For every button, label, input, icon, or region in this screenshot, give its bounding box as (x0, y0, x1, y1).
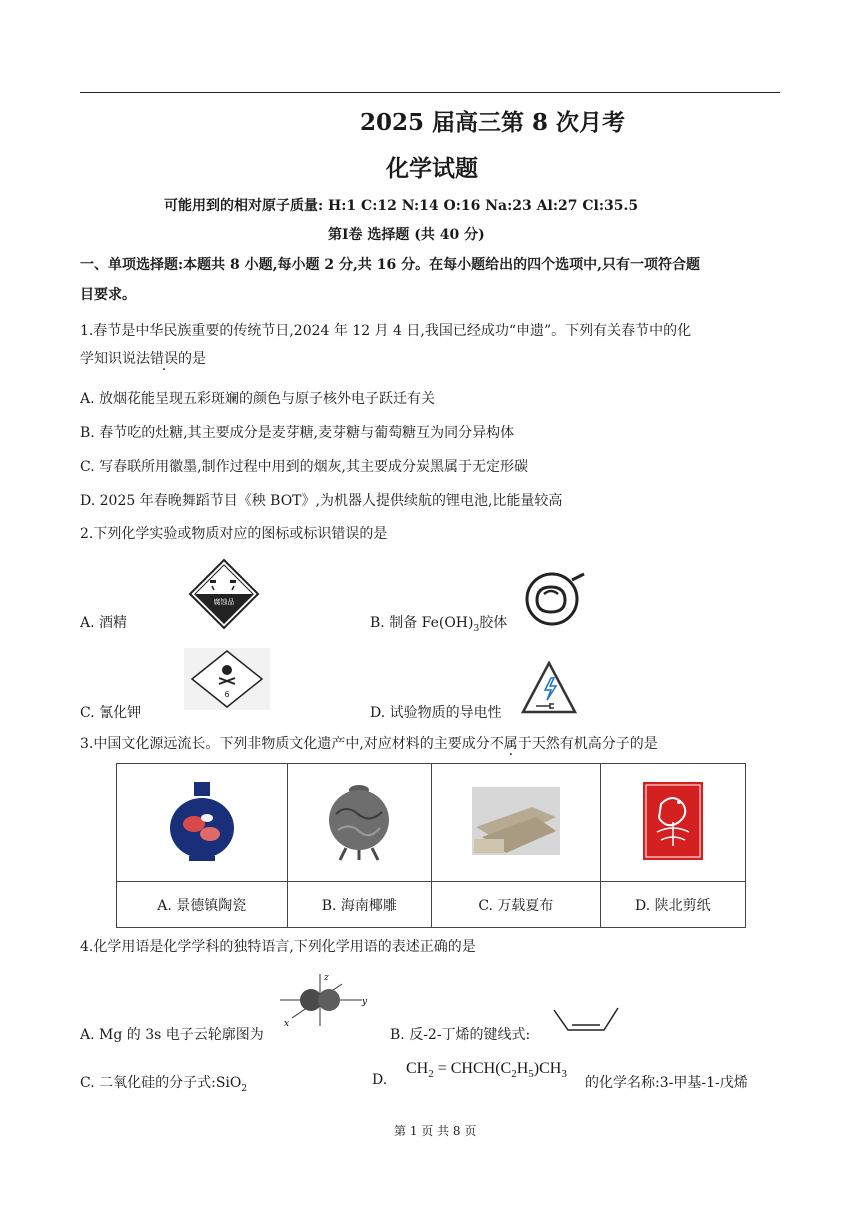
q2-stem: 2.下列化学实验或物质对应的图标或标识错误的是 (80, 526, 388, 542)
formula-part-1: CH (406, 1060, 429, 1077)
electricity-sign-icon (520, 660, 578, 716)
q2-option-c: C. 氰化钾 (80, 705, 142, 721)
formula-sub-4: 3 (561, 1068, 567, 1081)
q3-options-table (116, 763, 746, 928)
q2-option-b-sub: 3 (473, 623, 480, 634)
q3-stem-text: 3.中国文化源远流长。下列非物质文化遗产中,对应材料的主要成分 (80, 736, 490, 752)
formula-sub-3: 5 (528, 1068, 534, 1081)
q4-option-d-formula (406, 1060, 567, 1080)
q2-option-b-end: 胶体 (479, 615, 508, 631)
q1-option-c: C. 写春联所用徽墨,制作过程中用到的烟灰,其主要成分炭黑属于无定形碳 (80, 459, 529, 475)
linen-cloth-icon (472, 787, 560, 855)
porcelain-vase-icon (167, 780, 237, 862)
axis-z-label: z (324, 973, 329, 983)
q1-emphasis: 错误 (150, 351, 178, 367)
q4-option-c (80, 1072, 247, 1094)
formula-part-3: H (516, 1060, 529, 1077)
exam-title: 2025 届高三第 8 次月考 (360, 109, 626, 136)
q2-option-d: D. 试验物质的导电性 (370, 705, 502, 721)
q3-option-b: B. 海南椰雕 (287, 882, 431, 928)
q3-image-cell-a (117, 764, 288, 882)
section-instructions-line1: 一、单项选择题:本题共 8 小题,每小题 2 分,共 16 分。在每小题给出的四个选项中,只有一项符合题 (80, 257, 700, 273)
q1-stem-end: 的是 (178, 351, 206, 367)
q4-option-b: B. 反-2-丁烯的键线式: (390, 1027, 531, 1043)
section-instructions-line2: 目要求。 (80, 287, 136, 303)
q3-emphasis: 不属于 (489, 736, 532, 752)
formula-part-2: = CHCH(C (433, 1060, 512, 1077)
q1-option-a: A. 放烟花能呈现五彩斑斓的颜色与原子核外电子跃迁有关 (80, 391, 436, 407)
q3-image-cell-d (600, 764, 745, 882)
q3-option-a: A. 景德镇陶瓷 (117, 882, 288, 928)
q1-option-d: D. 2025 年春晚舞蹈节目《秧 BOT》,为机器人提供续航的锂电池,比能量较高 (80, 493, 563, 509)
q3-stem (80, 733, 658, 753)
q1-stem-line1: 1.春节是中华民族重要的传统节日,2024 年 12 月 4 日,我国已经成功“申遗”。下列有关春节中的化 (80, 323, 692, 339)
orbital-diagram-icon (272, 970, 372, 1030)
trans-2-butene-structure-icon (552, 1004, 622, 1034)
q2-option-b (370, 612, 507, 634)
formula-sub-1: 2 (428, 1068, 434, 1081)
corrosive-sign-label: 腐蚀品 (213, 598, 235, 606)
q4-option-d-name: 的化学名称:3-甲基-1-戊烯 (585, 1075, 748, 1091)
formula-sub-2: 2 (511, 1068, 517, 1081)
axis-x-label: x (284, 1019, 290, 1029)
toxic-sign-icon (184, 648, 270, 710)
q4-option-c-sub: 2 (241, 1083, 248, 1094)
q3-image-cell-b (287, 764, 431, 882)
q3-image-cell-c (432, 764, 601, 882)
part-heading: 第Ⅰ卷 选择题 (共 40 分) (328, 227, 485, 243)
q1-stem-line2 (80, 348, 206, 368)
heating-sign-icon (522, 570, 586, 628)
top-rule (80, 92, 780, 93)
paper-cut-icon (643, 782, 703, 860)
axis-y-label: y (362, 997, 368, 1007)
page-footer: 第 1 页 共 8 页 (394, 1124, 477, 1138)
q1-stem-text: 学知识说法 (80, 351, 150, 367)
q3-stem-end: 天然有机高分子的是 (531, 736, 658, 752)
q2-option-a: A. 酒精 (80, 615, 128, 631)
coconut-carving-icon (324, 780, 394, 862)
formula-part-4: )CH (533, 1060, 562, 1077)
q4-option-a: A. Mg 的 3s 电子云轮廓图为 (80, 1027, 264, 1043)
corrosive-sign-icon (188, 558, 260, 630)
q4-option-d-label: D. (372, 1072, 388, 1088)
q3-option-c: C. 万载夏布 (432, 882, 601, 928)
q4-option-c-text: C. 二氧化硅的分子式:SiO (80, 1075, 242, 1091)
subject-title: 化学试题 (386, 155, 478, 182)
toxic-sign-label: 6 (224, 690, 230, 699)
q4-stem: 4.化学用语是化学学科的独特语言,下列化学用语的表述正确的是 (80, 939, 476, 955)
q3-option-d: D. 陕北剪纸 (600, 882, 745, 928)
q1-option-b: B. 春节吃的灶糖,其主要成分是麦芽糖,麦芽糖与葡萄糖互为同分异构体 (80, 425, 515, 441)
atomic-masses: 可能用到的相对原子质量: H:1 C:12 N:14 O:16 Na:23 Al:27 Cl:35.5 (164, 198, 639, 214)
q2-option-b-text: B. 制备 Fe(OH) (370, 615, 474, 631)
